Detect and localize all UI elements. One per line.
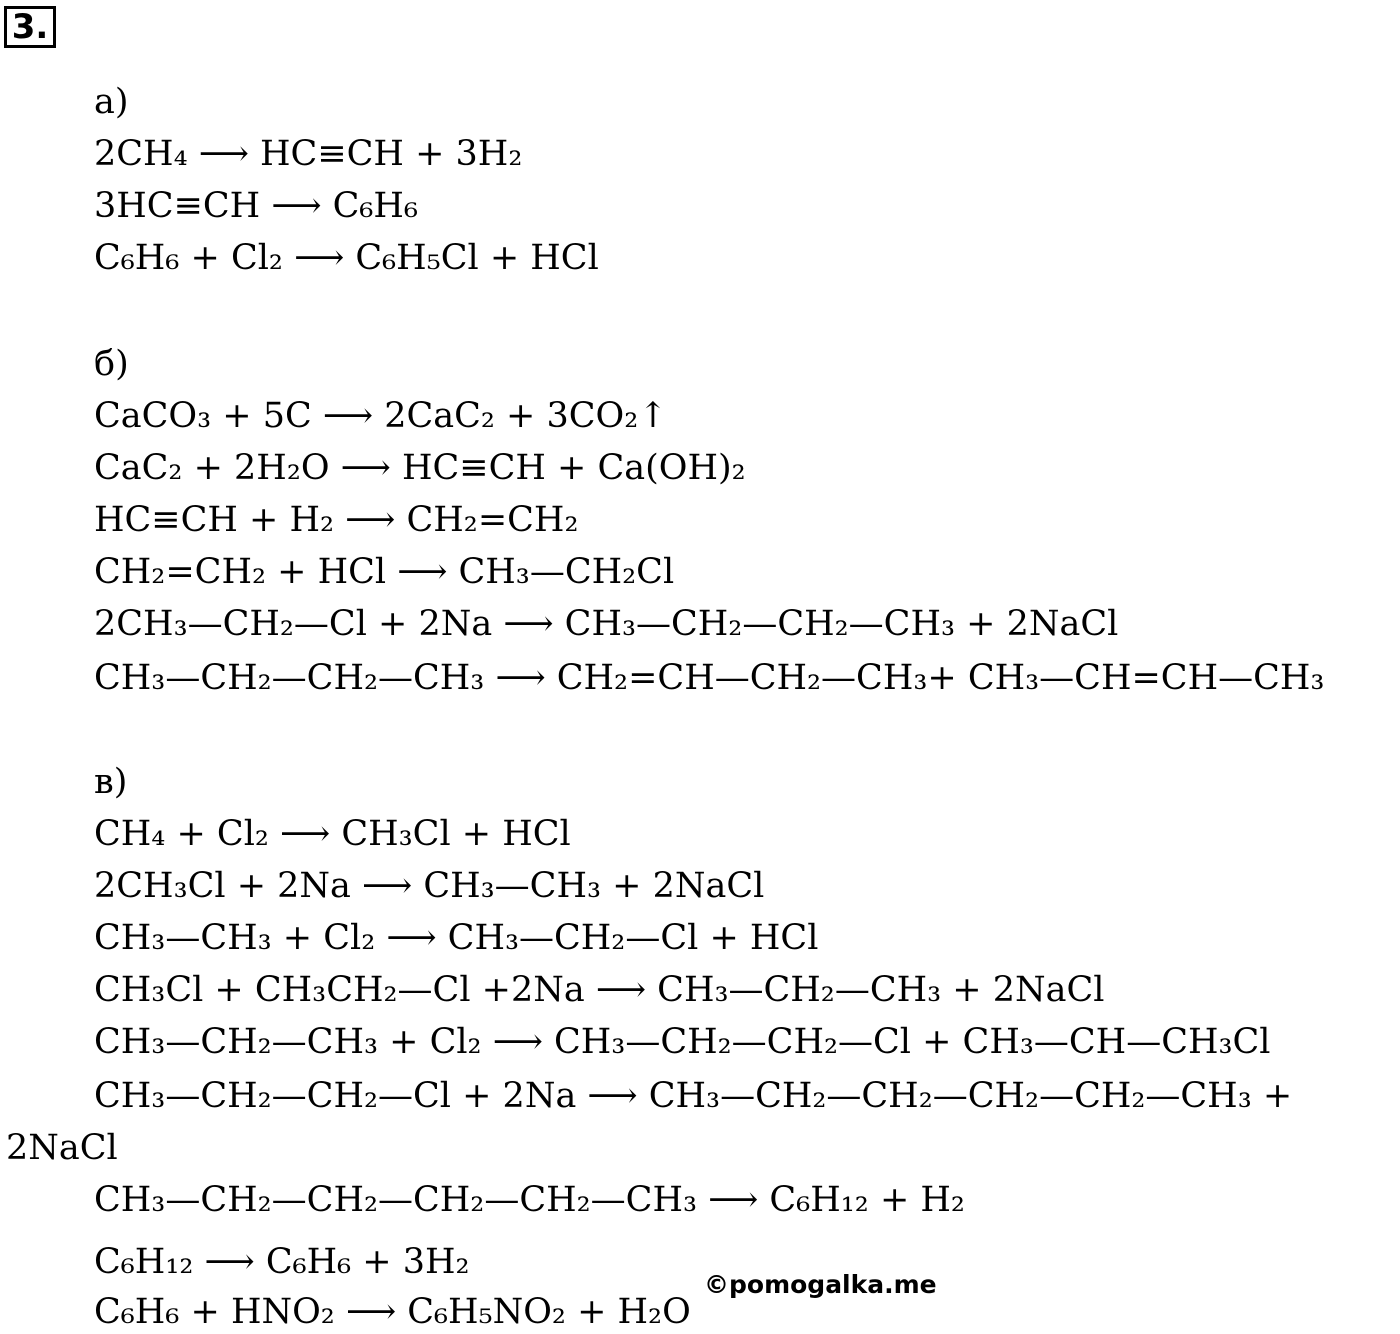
equation-line: C₆H₆ + HNO₂ ⟶ C₆H₅NO₂ + H₂O	[94, 1292, 691, 1332]
equation-line: 2CH₃Cl + 2Na ⟶ CH₃—CH₃ + 2NaCl	[94, 866, 765, 906]
equation-line: CH₃—CH₂—CH₂—CH₃ ⟶ CH₂=CH—CH₂—CH₃+ CH₃—CH=CH—CH₃	[94, 658, 1325, 698]
equation-line: 2NaCl	[6, 1128, 118, 1168]
equation-line: CH₃—CH₂—CH₃ + Cl₂ ⟶ CH₃—CH₂—CH₂—Cl + CH₃—CH—CH₃Cl	[94, 1022, 1271, 1062]
equation-line: CH₃—CH₃ + Cl₂ ⟶ CH₃—CH₂—Cl + HCl	[94, 918, 819, 958]
equation-line: CH₃—CH₂—CH₂—Cl + 2Na ⟶ CH₃—CH₂—CH₂—CH₂—CH₂—CH₃ +	[94, 1076, 1293, 1116]
equation-line: HC≡CH + H₂ ⟶ CH₂=CH₂	[94, 500, 579, 540]
section-label: а)	[94, 82, 129, 122]
section-label: б)	[94, 344, 129, 384]
equation-line: CH₂=CH₂ + HCl ⟶ CH₃—CH₂Cl	[94, 552, 675, 592]
equation-line: CaC₂ + 2H₂O ⟶ HC≡CH + Ca(OH)₂	[94, 448, 746, 488]
task-number: 3.	[4, 6, 56, 48]
equation-line: CaCO₃ + 5C ⟶ 2CaC₂ + 3CO₂↑	[94, 396, 668, 436]
equation-line: CH₃Cl + CH₃CH₂—Cl +2Na ⟶ CH₃—CH₂—CH₃ + 2NaCl	[94, 970, 1105, 1010]
equation-line: CH₃—CH₂—CH₂—CH₂—CH₂—CH₃ ⟶ C₆H₁₂ + H₂	[94, 1180, 965, 1220]
section-label: в)	[94, 762, 128, 802]
equation-line: 2CH₄ ⟶ HC≡CH + 3H₂	[94, 134, 523, 174]
equation-line: CH₄ + Cl₂ ⟶ CH₃Cl + HCl	[94, 814, 571, 854]
equation-line: C₆H₆ + Cl₂ ⟶ C₆H₅Cl + HCl	[94, 238, 599, 278]
equation-line: 2CH₃—CH₂—Cl + 2Na ⟶ CH₃—CH₂—CH₂—CH₃ + 2NaCl	[94, 604, 1119, 644]
equation-line: 3HC≡CH ⟶ C₆H₆	[94, 186, 418, 226]
equation-line: C₆H₁₂ ⟶ C₆H₆ + 3H₂	[94, 1242, 470, 1282]
watermark: ©pomogalka.me	[704, 1270, 937, 1299]
